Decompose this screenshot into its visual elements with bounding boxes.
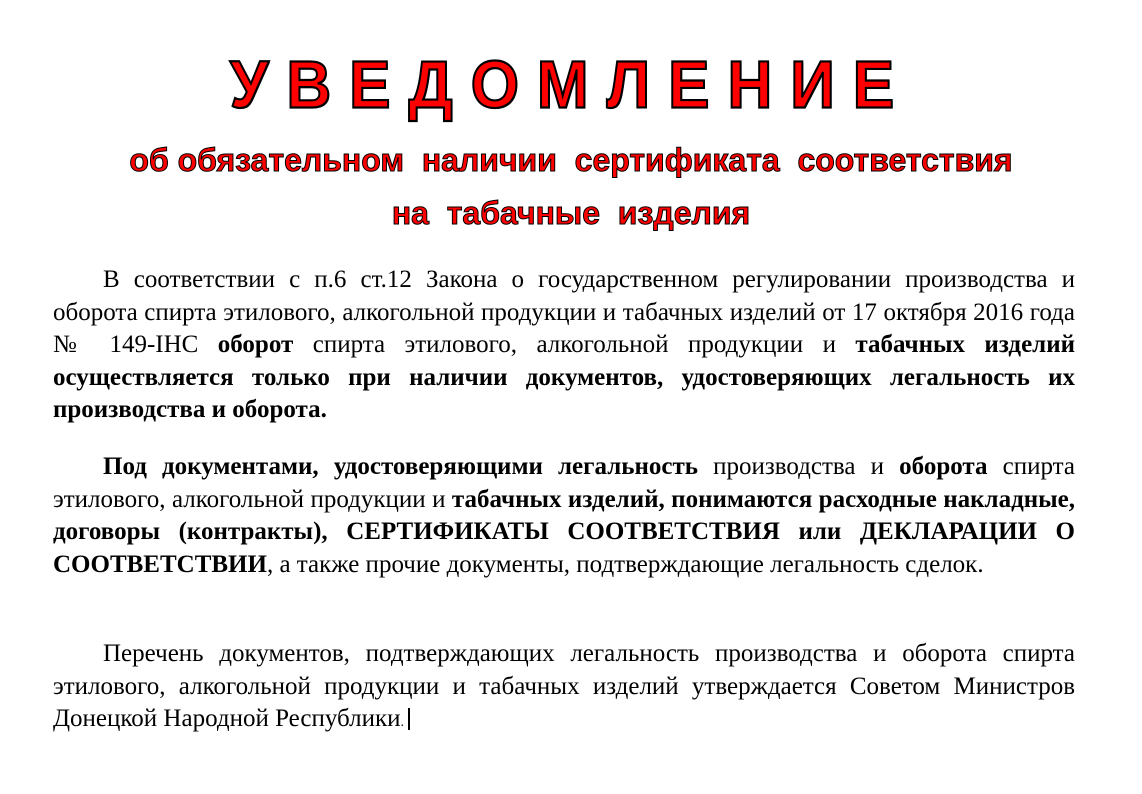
p1-text-1: В соответствии с п.6 ст.12 Закона о государственном регулировании производства и оборота спирта этилового, алкогольной продукции и табачных изделий от 17 октября 2016 года № 149-IНС (53, 266, 1075, 358)
p3-text-1: Перечень документов, подтверждающих легальность производства и оборота спирта этилового, алкогольной продукции и табачных изделий утверждается Советом Министров Донецкой Народной Республики (53, 640, 1075, 732)
notice-subtitle-line1: об обязательном наличии сертификата соответствия (129, 142, 1013, 178)
paragraph-documents-list (53, 638, 1075, 740)
p2-text-2: спирта этилового, алкогольной продукции и (53, 453, 1075, 513)
text-cursor (408, 708, 410, 730)
p1-bold-1: оборот (217, 331, 294, 358)
notice-title: УВЕДОМЛЕНИЕ (229, 48, 913, 123)
paragraph-documents-definition (53, 451, 1075, 581)
notice-subtitle-line2: на табачные изделия (391, 195, 751, 231)
p2-bold-3: табачных изделий, понимаются расходные накладные, договоры (контракты), СЕРТИФИКАТЫ СООТВЕТСТВИЯ или ДЕКЛАРАЦИИ О СООТВЕТСТВИИ (53, 485, 1076, 578)
p2-bold-1: Под документами, удостоверяющими легальность (103, 453, 698, 480)
paragraph-law-reference (53, 264, 1075, 427)
p2-text-1: производства и (697, 453, 900, 480)
p3-text-end: . (400, 715, 404, 730)
p1-bold-2: табачных изделий осуществляется только при наличии документов, удостоверяющих легальность их производства и оборота. (53, 331, 1076, 423)
p2-bold-2: оборота (899, 453, 988, 480)
p1-text-2: спирта этилового, алкогольной продукции и (293, 331, 856, 358)
p2-text-3: , а также прочие документы, подтверждающие легальность сделок. (266, 550, 984, 578)
